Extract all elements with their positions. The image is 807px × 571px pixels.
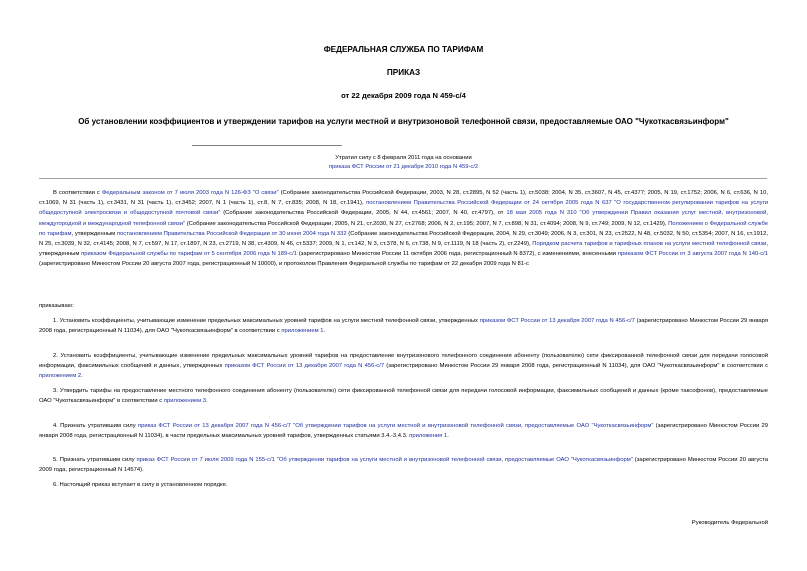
law-126-fz-link[interactable]: Федеральным законом от 7 июля 2003 года N 126-ФЗ "О связи" (101, 190, 279, 196)
item-3-paragraph (39, 386, 768, 406)
preamble-text: В соответствии с (53, 190, 102, 196)
item-text: (зарегистрировано Минюстом России 20 августа 2009 года, регистрационный N 14574). (39, 457, 768, 474)
item-6-paragraph: 6. Настоящий приказ вступает в силу в установленном порядке. (53, 482, 228, 488)
appendix-3-link[interactable]: приложением 3 (163, 398, 206, 405)
item-text: . (447, 433, 449, 440)
lost-force-link[interactable]: приказа ФСТ России от 21 декабря 2010 года N 459-с/2 (328, 164, 479, 170)
item-text: 5. Признать утратившим силу (53, 457, 137, 463)
item-1-paragraph (39, 316, 768, 336)
item-2-paragraph (39, 351, 768, 382)
document-title: Об установлении коэффициентов и утверждении тарифов на услуги местной и внутризоновой телефонной связи, предоставляемые ОАО "Чукоткасвязьинформ" (78, 117, 729, 126)
decree-332-link[interactable]: постановлением Правительства Российской Федерации от 30 июня 2004 года N 332 (116, 230, 347, 237)
item-text: (зарегистрировано Минюстом России 29 января 2008 года, регистрационный N 11034), для ОАО "Чукоткасвязьинформ" в соответствии с (384, 363, 768, 370)
order-140-link[interactable]: приказом ФСТ России от 3 августа 2007 года N 140-с/1 (617, 251, 768, 258)
order-456-link[interactable]: приказом ФСТ России от 13 декабря 2007 года N 456-с/7 (479, 318, 635, 324)
preamble-text: (Собрание законодательства Российской Федерации, 2004, N 29, ст.3049; 2006, N 3, ст.301, N 23, ст.2522, N 48, ст.5032, N 50, ст.5354; 2007, N 16, ст.1912, N 25, ст.3039, N 32, ст.4145; 2008, N 7, ст.597, N 17, ст.1897, N 23, ст.2719, N 38, ст.4309, N 46, ст.5337; 2009, N 1, ст.142, N 3, ст.378, N 6, ст.738, N 9, ст.1119, N 18 (часть 2), ст.2249), (39, 230, 768, 248)
document-type-heading: ПРИКАЗ (386, 68, 421, 77)
decree-637-link[interactable]: постановлением Правительства Российской Федерации от 24 октября 2005 года N 637 "О государственном регулировании тарифов на услуги общедоступной электросвязи и общедоступной почтовой связи" (39, 200, 768, 217)
title-divider (192, 145, 342, 146)
item-text: . (81, 373, 83, 380)
lost-force-link-line (0, 164, 807, 170)
order-456-link[interactable]: приказом ФСТ России от 13 декабря 2007 года N 456-с/7 (224, 363, 385, 370)
appendix-1-link[interactable]: приложением 1 (281, 328, 324, 335)
item-text: (зарегистрировано Минюстом России 29 января 2008 года, регистрационный N 11034), в части предельных максимальных уровней тарифов, утвержденных статьями 3.4.-3.4.3. (39, 423, 768, 440)
status-divider (39, 178, 767, 179)
lost-force-note: Утратил силу с 8 февраля 2011 года на основании (335, 155, 472, 161)
agency-heading: ФЕДЕРАЛЬНАЯ СЛУЖБА ПО ТАРИФАМ (323, 45, 484, 54)
preamble-text: , утвержденным (39, 241, 769, 258)
appendix-2-link[interactable]: приложением 2 (39, 373, 82, 380)
appendix-1-link[interactable]: приложения 1 (409, 433, 448, 440)
item-text: (зарегистрировано Минюстом России 29 января 2008 года, регистрационный N 11034), для ОАО "Чукоткасвязьинформ" в соответствии с (39, 318, 768, 335)
preamble-text: (Собрание законодательства Российской Федерации, 2005, N 44, ст.4561; 2007, N 40, ст.4797), от (220, 210, 507, 217)
order-456-title-link[interactable]: приказ ФСТ России от 13 декабря 2007 года N 456-с/7 "Об утверждении тарифов на услуги местной и внутризоновой телефонной связи, предоставляемые ОАО "Чукоткасвязьинформ" (137, 423, 654, 429)
decree-310-link[interactable]: 18 мая 2005 года N 310 "Об утверждении Правил оказания услуг местной, внутризоновой, междугородной и международной телефонной связи" (39, 210, 768, 227)
item-text: 1. Установить коэффициенты, учитывающие изменение предельных максимальных уровней тарифов на услуги местной телефонной связи, утвержденных (53, 318, 480, 324)
signature-line: Руководитель Федеральной (691, 520, 768, 526)
preamble-text: (зарегистрировано Минюстом России 11 октября 2006 года, регистрационный N 8372), с изменениями, внесенными (296, 251, 618, 258)
document-date-number: от 22 декабря 2009 года N 459-с/4 (341, 91, 466, 100)
item-text: 4. Признать утратившим силу (53, 423, 138, 429)
item-text: 2. Установить коэффициенты, учитывающие изменение предельных максимальных уровней тарифов на предоставление внутризонового телефонного соединения абоненту (пользователю) сети фиксированной телефонной связи для передачи голосовой информации, факсимильных сообщений и данных, утвержденных (39, 353, 768, 370)
order-155-link[interactable]: приказ ФСТ России от 7 июля 2009 года N 155-с/1 "Об утверждении тарифов на услуги местной и внутризоновой телефонной связи, предоставляемые ОАО "Чукоткасвязьинформ" (136, 457, 633, 463)
preamble-paragraph (39, 188, 768, 270)
item-4-paragraph (39, 421, 768, 441)
prikazyvayu-line: приказываю: (39, 303, 74, 309)
item-text: 3. Утвердить тарифы на предоставление местного телефонного соединения абоненту (пользователю) сети фиксированной телефонной связи для передачи голосовой информации, факсимильных сообщений и данных (кроме таксофонов), предоставляемые ОАО "Чукоткасвязьинформ" в соответствии с (39, 388, 768, 405)
preamble-text: (зарегистрировано Минюстом России 20 августа 2007 года, регистрационный N 10000), и протоколом Правления Федеральной службы по тарифам от 22 декабря 2009 года N 81-с (39, 261, 529, 268)
item-text: . (323, 328, 326, 335)
tariff-calc-procedure-link[interactable]: Порядком расчета тарифов и тарифных планов на услуги местной телефонной связи (532, 241, 767, 248)
preamble-text: , утвержденным (71, 230, 117, 237)
item-5-paragraph (39, 455, 768, 475)
item-text: . (205, 398, 208, 405)
preamble-text: (Собрание законодательства Российской Федерации, 2005, N 21, ст.2030, N 27, ст.2768; 2006, N 2, ст.195; 2007, N 7, ст.898, N 31, ст.4094; 2008, N 9, ст.749; 2009, N 12, ст.1429), (185, 220, 669, 227)
fst-regulation-link[interactable]: Положением о Федеральной службе по тарифам (39, 220, 768, 237)
order-189-link[interactable]: приказом Федеральной службы по тарифам от 5 сентября 2006 года N 189-с/1 (81, 251, 297, 258)
preamble-text: (Собрание законодательства Российской Федерации, 2003, N 28, ст.2895, N 52 (часть 1), ст.5038; 2004, N 35, ст.3607, N 45, ст.4377; 2005, N 19, ст.1752; 2006, N 6, ст.636, N 10, ст.1069, N 31 (часть 1), ст.3431, N 31 (часть 1), ст.3452; 2007, N 1 (часть 1), ст.8, N 7, ст.835; 2008, N 18, ст.1941), (39, 190, 768, 207)
